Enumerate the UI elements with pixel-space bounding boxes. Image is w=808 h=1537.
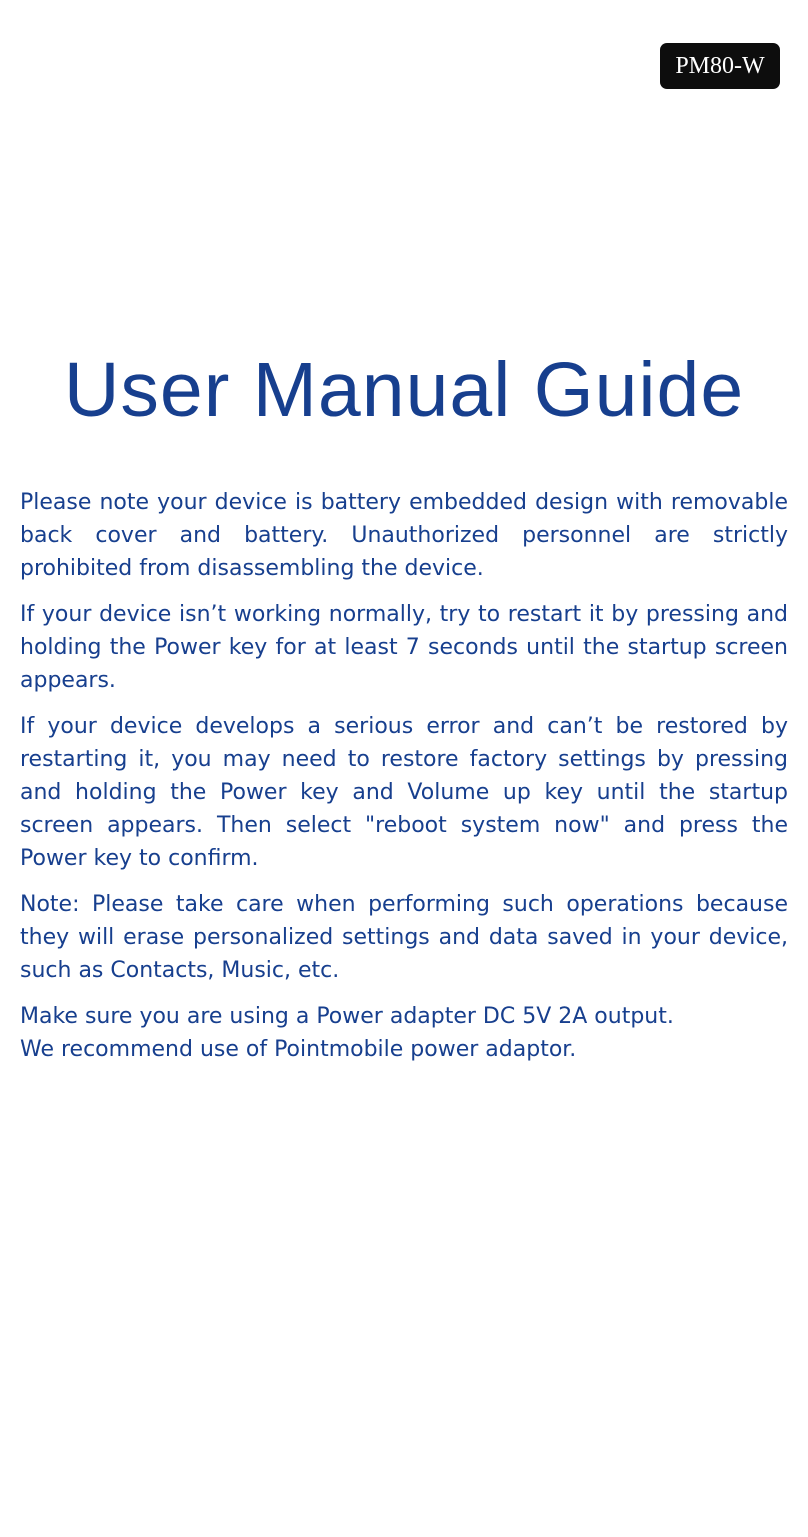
manual-body [20, 486, 788, 1079]
paragraph-battery-notice: Please note your device is battery embedded design with removable back cover and battery. Unauthorized personnel are strictly prohibited from disassembling the device. [20, 490, 788, 581]
power-adapter-requirement: Make sure you are using a Power adapter DC 5V 2A output. [20, 1004, 674, 1029]
paragraph-factory-reset: If your device develops a serious error and can’t be restored by restarting it, you may need to restore factory settings by pressing and holding the Power key and Volume up key until the startup screen appears. Then select "reboot system now" and press the Power key to confirm. [20, 714, 788, 871]
model-badge: PM80-W [660, 43, 780, 89]
page-title: User Manual Guide [63, 347, 745, 433]
power-adapter-recommendation: We recommend use of Pointmobile power adaptor. [20, 1037, 577, 1062]
paragraph-reset-warning: Note: Please take care when performing such operations because they will erase personalized settings and data saved in your device, such as Contacts, Music, etc. [20, 892, 788, 983]
paragraph-power-adapter [20, 1000, 788, 1066]
paragraph-restart-instructions: If your device isn’t working normally, try to restart it by pressing and holding the Power key for at least 7 seconds until the startup screen appears. [20, 602, 788, 693]
